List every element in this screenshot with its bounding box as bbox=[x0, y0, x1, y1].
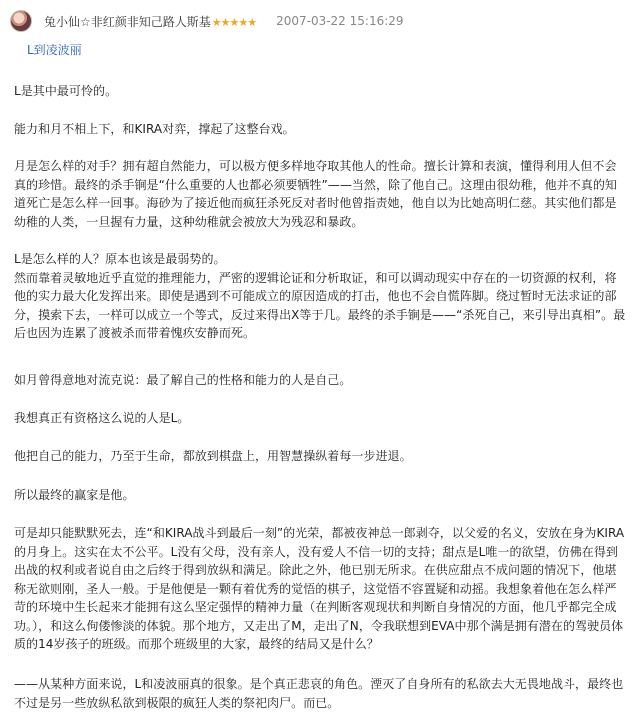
paragraph-1: L是其中最可怜的。 bbox=[14, 84, 118, 98]
paragraph-8: 所以最终的赢家是他。 bbox=[14, 488, 135, 502]
author-name-text[interactable]: 兔小仙☆非红颜非知己路人斯基 bbox=[44, 14, 211, 29]
paragraph-7: 他把自己的能力，乃至于生命，都放到棋盘上，用智慧操纵着每一步进退。 bbox=[14, 449, 412, 463]
paragraph-2: 能力和月不相上下，和KIRA对弈，撑起了这整台戏。 bbox=[14, 122, 295, 136]
post-date: 2007-03-22 15:16:29 bbox=[276, 14, 404, 28]
paragraph-5: 如月曾得意地对流克说：最了解自己的性格和能力的人是自己。 bbox=[14, 373, 352, 387]
avatar[interactable] bbox=[10, 10, 32, 32]
reply-to-title[interactable]: L到凌波丽 bbox=[27, 43, 82, 57]
paragraph-10: ——从某种方面来说，L和凌波丽真的很象。是个真正悲哀的角色。湮灭了自身所有的私欲去大无畏地战斗，最终也不过是另一些放纵私欲到极限的疯狂人类的祭祀肉尸。而已。 bbox=[14, 677, 624, 710]
paragraph-3: 月是怎么样的对手？拥有超自然能力，可以极方便多样地夺取其他人的性命。擅长计算和表演，懂得利用人但不会真的珍惜。最终的杀手锏是“什么重要的人也都必须要牺牲”——当然，除了他自己。这理由很幼稚，他并不真的知道死亡是怎么样一回事。海砂为了接近他而疯狂杀死反对者时他曾指责她，他自以为比她高明仁慈。其实他们都是幼稚的人类，一旦握有力量，这种幼稚就会被放大为残忍和暴政。 bbox=[14, 159, 617, 229]
author-name[interactable] bbox=[44, 13, 256, 30]
paragraph-6: 我想真正有资格这么说的人是L。 bbox=[14, 411, 190, 425]
paragraph-9: 可是却只能默默死去，连“和KIRA战斗到最后一刻”的光荣，都被夜神总一郎剥夺，以父爱的名义，安放在身为KIRA的月身上。这实在太不公平。L没有父母，没有亲人，没有爱人不信一切的支持；甜点是L唯一的欲望，仿佛在得到出战的权利或者说自由之后终于得到放纵和满足。除此之外，他已别无所求。在供应甜点不成问题的情况下，他堪称无欲则刚，圣人一般。于是他便是一颗有着优秀的觉悟的棋子，这觉悟不容置疑和动摇。我想象着他在怎么样严苛的环境中生长起来才能拥有这么坚定强悍的精神力量（在判断客观现状和判断自身情况的方面，他几乎都完全成功。），和这么佝偻惨淡的体貌。那个地方，又走出了M，走出了N，令我联想到EVA中那个满是拥有潜在的驾驶员体质的14岁孩子的班级。而那个班级里的大家，最终的结局又是什么？ bbox=[14, 526, 625, 651]
paragraph-4: L是怎么样的人？原本也该是最弱势的。 然而靠着灵敏地近乎直觉的推理能力，严密的逻辑论证和分析取证，和可以调动现实中存在的一切资源的权利，将他的实力最大化发挥出来。即使是遇到不可能成立的原因造成的打击，他也不会自慌阵脚。绕过暂时无法求证的部分，摸索下去，一样可以成立一个等式，反过来得出X等于几。最终的杀手锏是——“杀死自己，来引导出真相”。最后也因为连累了渡被杀而带着愧疚安静而死。 bbox=[14, 252, 626, 340]
rating-stars-icon: ★★★★★ bbox=[211, 15, 257, 29]
post-header bbox=[10, 8, 630, 34]
